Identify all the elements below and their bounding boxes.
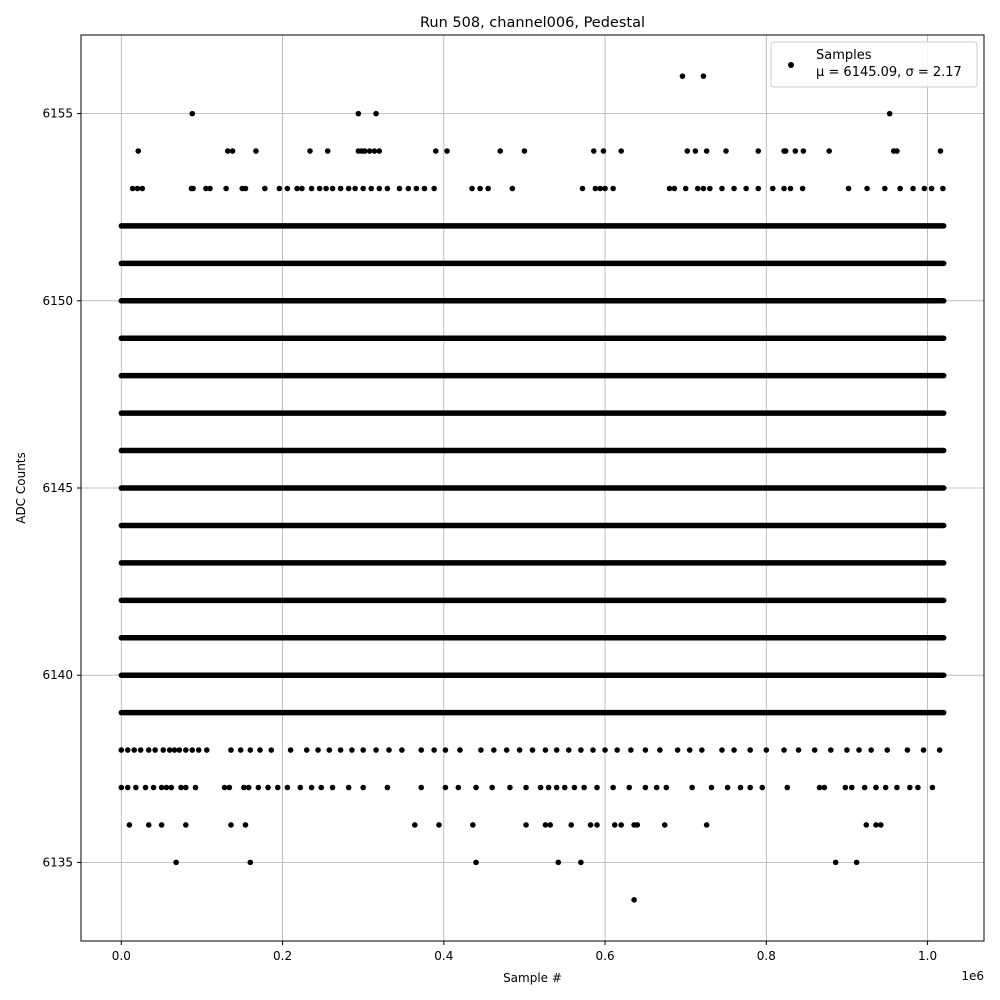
x-tick-label: 1.0 [918, 949, 938, 963]
sample-point [307, 148, 313, 154]
sample-point [546, 785, 552, 791]
sample-point [833, 860, 839, 866]
sample-point [133, 785, 139, 791]
sample-point [173, 860, 179, 866]
sample-point [612, 822, 618, 828]
sample-point [248, 747, 254, 753]
sample-point [930, 785, 936, 791]
sample-point [377, 148, 383, 154]
sample-point [159, 785, 165, 791]
sample-point [747, 747, 753, 753]
sample-point [444, 148, 450, 154]
sample-point [873, 822, 879, 828]
sample-point [414, 186, 420, 192]
sample-point [602, 747, 608, 753]
sample-point [707, 186, 713, 192]
sample-point [523, 822, 529, 828]
sample-point [922, 186, 928, 192]
sample-point [436, 822, 442, 828]
sample-point [695, 186, 701, 192]
sample-point [517, 747, 523, 753]
sample-point [277, 186, 283, 192]
sample-point [349, 747, 355, 753]
sample-point [130, 186, 136, 192]
legend-stats: μ = 6145.09, σ = 2.17 [816, 65, 962, 80]
sample-point [793, 148, 799, 154]
sample-point [907, 785, 913, 791]
sample-point [385, 785, 391, 791]
sample-point [701, 186, 707, 192]
sample-point [543, 747, 549, 753]
legend-marker [788, 62, 794, 68]
sample-point [568, 822, 574, 828]
sample-point [151, 785, 157, 791]
sample-point [781, 186, 787, 192]
sample-point [863, 822, 869, 828]
sample-point [868, 747, 874, 753]
sample-point [338, 747, 344, 753]
sample-point [330, 785, 336, 791]
sample-point [864, 186, 870, 192]
sample-point [323, 186, 329, 192]
sample-point [189, 111, 195, 117]
sample-point [285, 186, 291, 192]
x-axis-label: Sample # [503, 971, 562, 985]
sample-point [781, 747, 787, 753]
sample-point [578, 747, 584, 753]
sample-point [854, 860, 860, 866]
sample-point [443, 785, 449, 791]
sample-point [921, 747, 927, 753]
sample-point [709, 785, 715, 791]
sample-point [915, 785, 921, 791]
sample-point [356, 111, 362, 117]
y-tick-label: 6135 [42, 855, 73, 870]
sample-point [275, 785, 281, 791]
sample-point [614, 747, 620, 753]
sample-point [418, 747, 424, 753]
sample-point [228, 747, 234, 753]
sample-point [223, 186, 229, 192]
sample-point [507, 785, 513, 791]
sample-point [566, 747, 572, 753]
sample-point [788, 186, 794, 192]
sample-point [119, 785, 125, 791]
sample-point [164, 785, 170, 791]
sample-point [127, 822, 133, 828]
sample-point [675, 747, 681, 753]
sample-point [248, 860, 254, 866]
sample-point [257, 747, 263, 753]
y-tick-label: 6155 [42, 106, 73, 121]
sample-point [373, 747, 379, 753]
sample-point [693, 148, 699, 154]
sample-point [725, 785, 731, 791]
sample-point [362, 148, 368, 154]
sample-point [873, 785, 879, 791]
sample-point [243, 186, 249, 192]
y-axis-label: ADC Counts [14, 452, 28, 524]
sample-point [485, 186, 491, 192]
sample-point [385, 186, 391, 192]
sample-point [884, 747, 890, 753]
sample-point [800, 186, 806, 192]
sample-point [207, 186, 213, 192]
sample-point [894, 148, 900, 154]
sample-point [228, 822, 234, 828]
sample-point [304, 747, 310, 753]
legend [771, 42, 977, 87]
sample-point [227, 785, 233, 791]
sample-point [610, 186, 616, 192]
sample-point [268, 747, 274, 753]
sample-point [940, 186, 946, 192]
sample-point [346, 785, 352, 791]
sample-point [431, 747, 437, 753]
sample-point [177, 747, 183, 753]
sample-point [685, 148, 691, 154]
sample-point [253, 148, 259, 154]
sample-point [397, 186, 403, 192]
sample-point [146, 822, 152, 828]
sample-point [723, 148, 729, 154]
sample-point [843, 785, 849, 791]
sample-point [719, 747, 725, 753]
sample-point [135, 186, 141, 192]
sample-point [844, 747, 850, 753]
sample-point [538, 785, 544, 791]
sample-point [497, 148, 503, 154]
sample-point [554, 785, 560, 791]
sample-point [905, 747, 911, 753]
sample-point [183, 785, 189, 791]
sample-point [689, 785, 695, 791]
sample-point [593, 186, 599, 192]
sample-point [368, 186, 374, 192]
sample-point [360, 785, 366, 791]
sample-point [299, 186, 305, 192]
sample-point [399, 747, 405, 753]
sample-point [938, 148, 944, 154]
x-tick-label: 0.6 [595, 949, 615, 963]
sample-point [672, 186, 678, 192]
sample-point [738, 785, 744, 791]
sample-point [554, 747, 560, 753]
sample-point [610, 785, 616, 791]
sample-point [817, 785, 823, 791]
sample-point [360, 747, 366, 753]
sample-point [680, 73, 686, 79]
sample-point [862, 785, 868, 791]
sample-point [887, 111, 893, 117]
sample-point [190, 186, 196, 192]
sample-point [422, 186, 428, 192]
sample-point [643, 785, 649, 791]
sample-point [230, 148, 236, 154]
sample-point [594, 822, 600, 828]
sample-point [315, 747, 321, 753]
sample-point [562, 785, 568, 791]
sample-point [588, 822, 594, 828]
sample-point [731, 186, 737, 192]
sample-point [897, 186, 903, 192]
sample-point [581, 785, 587, 791]
sample-point [241, 785, 247, 791]
sample-point [849, 785, 855, 791]
sample-point [222, 785, 228, 791]
sample-point [469, 186, 475, 192]
sample-point [731, 747, 737, 753]
sample-point [523, 785, 529, 791]
sample-point [594, 785, 600, 791]
sample-point [238, 747, 244, 753]
x-tick-label: 0.8 [756, 949, 776, 963]
sample-point [522, 148, 528, 154]
sample-point [131, 747, 137, 753]
sample-point [530, 747, 536, 753]
sample-point [406, 186, 412, 192]
sample-point [597, 186, 603, 192]
sample-point [618, 822, 624, 828]
sample-point [367, 148, 373, 154]
sample-point [764, 747, 770, 753]
sample-point [882, 186, 888, 192]
sample-point [298, 785, 304, 791]
sample-point [360, 186, 366, 192]
sample-point [246, 785, 252, 791]
sample-point [377, 186, 383, 192]
sample-point [602, 186, 608, 192]
sample-point [547, 822, 553, 828]
sample-point [204, 747, 210, 753]
sample-point [719, 186, 725, 192]
sample-point [801, 148, 807, 154]
sample-point [478, 747, 484, 753]
sample-point [372, 148, 378, 154]
sample-point [504, 747, 510, 753]
sample-point [667, 186, 673, 192]
sample-point [352, 186, 358, 192]
sample-point [846, 186, 852, 192]
sample-point [225, 148, 231, 154]
sample-point [701, 73, 707, 79]
sample-point [937, 747, 943, 753]
sample-point [262, 186, 268, 192]
sample-point [189, 747, 195, 753]
sample-point [135, 148, 141, 154]
sample-point [456, 785, 462, 791]
sample-point [318, 785, 324, 791]
sample-point [317, 186, 323, 192]
sample-point [631, 897, 637, 903]
sample-point [477, 186, 483, 192]
sample-point [580, 186, 586, 192]
sample-point [256, 785, 262, 791]
sample-point [929, 186, 935, 192]
sample-point [755, 148, 761, 154]
sample-point [812, 747, 818, 753]
sample-point [338, 186, 344, 192]
sample-point [657, 747, 663, 753]
sample-point [138, 747, 144, 753]
sample-point [743, 186, 749, 192]
sample-point [327, 747, 333, 753]
sample-point [183, 747, 189, 753]
sample-point [418, 785, 424, 791]
sample-point [784, 785, 790, 791]
sample-point [591, 148, 597, 154]
sample-point [386, 747, 392, 753]
sample-point [826, 148, 832, 154]
sample-point [628, 747, 634, 753]
y-tick-label: 6140 [42, 668, 73, 683]
sample-point [883, 785, 889, 791]
y-tick-label: 6145 [42, 481, 73, 495]
sample-point [178, 785, 184, 791]
sample-point [822, 785, 828, 791]
sample-point [412, 822, 418, 828]
sample-point [152, 747, 158, 753]
sample-point [309, 785, 315, 791]
sample-point [119, 747, 125, 753]
sample-point [160, 747, 166, 753]
sample-point [139, 186, 145, 192]
sample-point [473, 785, 479, 791]
sample-point [346, 186, 352, 192]
sample-point [473, 860, 479, 866]
x-axis-offset-label: 1e6 [961, 969, 984, 983]
sample-point [470, 822, 476, 828]
sample-point [828, 747, 834, 753]
sample-point [704, 822, 710, 828]
sample-point [572, 785, 578, 791]
sample-point [759, 785, 765, 791]
sample-point [193, 785, 199, 791]
sample-point [664, 785, 670, 791]
sample-point [125, 747, 131, 753]
sample-point [125, 785, 131, 791]
sample-point [183, 822, 189, 828]
sample-point [770, 186, 776, 192]
sample-point [143, 785, 149, 791]
sample-point [699, 747, 705, 753]
sample-point [704, 148, 710, 154]
sample-point [330, 186, 336, 192]
sample-point [643, 747, 649, 753]
sample-point [590, 747, 596, 753]
sample-point [243, 822, 249, 828]
sample-point [796, 747, 802, 753]
sample-point [910, 186, 916, 192]
sample-point [294, 186, 300, 192]
sample-point [894, 785, 900, 791]
sample-point [433, 148, 439, 154]
sample-point [543, 822, 549, 828]
sample-point [683, 186, 689, 192]
sample-point [288, 747, 294, 753]
sample-point [146, 747, 152, 753]
sample-point [325, 148, 331, 154]
sample-point [626, 785, 632, 791]
sample-point [556, 860, 562, 866]
sample-point [196, 747, 202, 753]
sample-point [747, 785, 753, 791]
sample-point [662, 822, 668, 828]
sample-point [491, 747, 497, 753]
sample-point [635, 822, 641, 828]
sample-point [601, 148, 607, 154]
sample-point [783, 148, 789, 154]
y-tick-label: 6150 [42, 293, 73, 308]
sample-point [578, 860, 584, 866]
sample-point [309, 186, 315, 192]
sample-point [856, 747, 862, 753]
sample-point [431, 186, 437, 192]
sample-point [755, 186, 761, 192]
sample-point [654, 785, 660, 791]
sample-point [489, 785, 495, 791]
sample-point [172, 747, 178, 753]
chart-title: Run 508, channel006, Pedestal [419, 15, 646, 31]
x-tick-label: 0.0 [111, 949, 131, 963]
sample-point [510, 186, 516, 192]
sample-point [618, 148, 624, 154]
sample-point [457, 747, 463, 753]
sample-point [878, 822, 884, 828]
sample-point [443, 747, 449, 753]
sample-point [373, 111, 379, 117]
x-tick-label: 0.4 [434, 949, 454, 963]
legend-label: Samples [816, 48, 872, 63]
sample-point [169, 785, 175, 791]
sample-point [285, 785, 291, 791]
sample-point [159, 822, 165, 828]
sample-point [265, 785, 271, 791]
x-tick-label: 0.2 [273, 949, 293, 963]
sample-point [167, 747, 173, 753]
sample-point [687, 747, 693, 753]
